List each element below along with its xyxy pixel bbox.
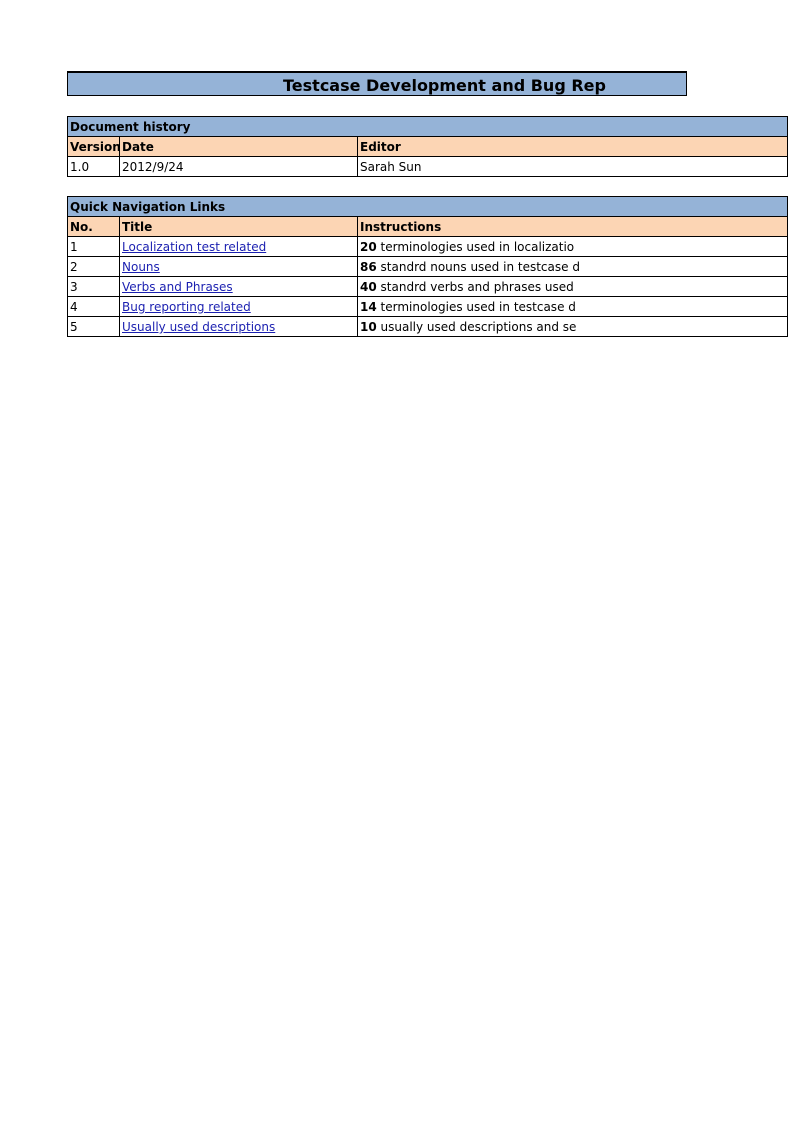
document-history-label: Document history (68, 117, 788, 137)
history-editor-cell: Sarah Sun (358, 157, 788, 177)
history-version-cell: 1.0 (68, 157, 120, 177)
quick-navigation-header-row (68, 197, 788, 217)
nav-count: 20 (360, 240, 377, 254)
column-header-no: No. (68, 217, 120, 237)
column-header-title: Title (120, 217, 358, 237)
nav-title-cell (120, 257, 358, 277)
nav-instructions-cell (358, 257, 788, 277)
nav-number-cell: 4 (68, 297, 120, 317)
nav-instructions-cell (358, 277, 788, 297)
column-header-editor: Editor (358, 137, 788, 157)
title-bar (67, 71, 687, 96)
document-history-header-row (68, 117, 788, 137)
nav-count: 10 (360, 320, 377, 334)
document-history-table (67, 116, 788, 177)
nav-link-verbs-and-phrases[interactable]: Verbs and Phrases (122, 280, 233, 294)
table-row (68, 257, 788, 277)
nav-instructions-cell (358, 317, 788, 337)
nav-number-cell: 5 (68, 317, 120, 337)
column-header-date: Date (120, 137, 358, 157)
nav-instruction-text: standrd nouns used in testcase d (380, 260, 580, 274)
nav-count: 40 (360, 280, 377, 294)
nav-number-cell: 1 (68, 237, 120, 257)
document-history-column-headers (68, 137, 788, 157)
nav-title-cell (120, 317, 358, 337)
nav-title-cell (120, 297, 358, 317)
quick-navigation-column-headers (68, 217, 788, 237)
quick-navigation-label: Quick Navigation Links (68, 197, 788, 217)
document-title: Testcase Development and Bug Rep (283, 76, 606, 95)
nav-link-bug-reporting[interactable]: Bug reporting related (122, 300, 251, 314)
nav-link-usually-used-descriptions[interactable]: Usually used descriptions (122, 320, 276, 334)
nav-count: 86 (360, 260, 377, 274)
column-header-version: Version (68, 137, 120, 157)
print-area (67, 71, 606, 371)
nav-link-localization-test[interactable]: Localization test related (122, 240, 267, 254)
table-row (68, 297, 788, 317)
quick-navigation-table (67, 196, 788, 337)
nav-instruction-text: usually used descriptions and se (380, 320, 577, 334)
history-date-cell: 2012/9/24 (120, 157, 358, 177)
nav-count: 14 (360, 300, 377, 314)
column-header-instructions: Instructions (358, 217, 788, 237)
nav-number-cell: 3 (68, 277, 120, 297)
table-row (68, 317, 788, 337)
nav-title-cell (120, 237, 358, 257)
nav-instructions-cell (358, 237, 788, 257)
nav-instructions-cell (358, 297, 788, 317)
nav-instruction-text: standrd verbs and phrases used (380, 280, 574, 294)
table-row (68, 157, 788, 177)
table-row (68, 277, 788, 297)
table-row (68, 237, 788, 257)
nav-link-nouns[interactable]: Nouns (122, 260, 160, 274)
nav-title-cell (120, 277, 358, 297)
nav-instruction-text: terminologies used in localizatio (380, 240, 575, 254)
nav-instruction-text: terminologies used in testcase d (380, 300, 576, 314)
nav-number-cell: 2 (68, 257, 120, 277)
